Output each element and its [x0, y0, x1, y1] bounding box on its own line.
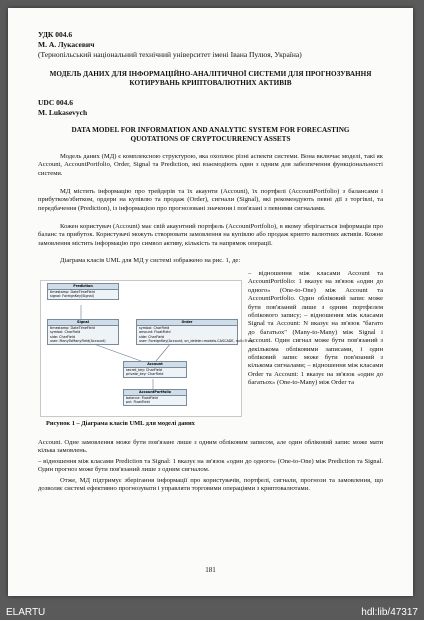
relations-column: – відношення між класами Account та AccountPortfolio: 1 вказує на зв'язок «один до одного» (One-to-One) між Account та AccountPortfolio. Один обліковий запис може бути пов'язаний лише з одним портфелем облікового запису; – відношення між класами Signal та Account: N вказує на зв'язок "багато до багатьох" (Many-to-Many) між Signal і Account. Один сигнал може бути пов'язаний з декількома обліковими записами, і один обліковий запис може бути пов'язаний з кількома сигналами; – відношення між класами Order та Account: 1 вказує на зв'язок «один до багатьох» (One-to-Many) між Order та [248, 270, 383, 387]
footer-handle-link[interactable]: hdl:lib/47317 [361, 607, 418, 618]
page-number: 181 [205, 566, 216, 574]
class-order: Order symbol: CharField amount: FloatField side: CharField user: ForeignKey(Account, on_delete=models.CASCADE, null=True) [136, 319, 238, 345]
title-en: DATA MODEL FOR INFORMATION AND ANALYTIC SYSTEM FOR FORECASTING QUOTATIONS OF CRYPTOCURRENCY ASSETS [71, 126, 350, 143]
class-prediction: Prediction timestamp: DateTimeField signal: ForeignKey(Signal) [47, 283, 119, 300]
affiliation-ua: (Тернопільський національний технічний університет імені Івана Пулюя, Україна) [38, 50, 302, 59]
conclusion-paragraph: Отже, МД підтримує зберігання інформації про користувачів, портфелі, сигнали, прогнози та замовлення, що дозволяє системі ефективно прогнозувати і управляти торговими операціями з криптовалютами. [38, 477, 383, 493]
author-en: M. Lukasevych [38, 108, 88, 117]
title-ua: МОДЕЛЬ ДАНИХ ДЛЯ ІНФОРМАЦІЙНО-АНАЛІТИЧНОЇ СИСТЕМИ ДЛЯ ПРОГНОЗУВАННЯ КОТИРУВАНЬ КРИПТОВАЛЮТНИХ АКТИВІВ [49, 70, 372, 87]
class-account-portfolio: AccountPortfolio balance: FloatField pnl: FloatField [123, 389, 187, 406]
document-page [8, 8, 413, 596]
udc-ua: УДК 004.6 [38, 30, 73, 39]
diagram-intro: Діаграма класів UML для МД у системі зображено на рис. 1, де: [60, 257, 241, 264]
author-ua: М. А. Лукасевич [38, 40, 95, 49]
uml-class-diagram [40, 280, 254, 417]
after-figure-1: Account. Одне замовлення може бути пов'язане лише з одним обліковим записом, але один обліковий запис може мати кілька замовлень. [38, 439, 383, 455]
paragraph-2: МД містить інформацію про трейдерів та їх акаунти (Account), їх портфелі (AccountPortfolio) з балансами і прибутком/збитком, ордери на купівлю та продаж (Order), сигнали (Signal), які рекомендують певні дії з торгівлі, та передбачення (Prediction), із інформацією про прогнозовані значення і пов'язані з певними сигналами. [38, 188, 383, 212]
udc-en: UDC 004.6 [38, 98, 73, 107]
class-account: Account secret_key: CharField private_key: CharField [123, 361, 187, 378]
figure-caption: Рисунок 1 – Діаграма класів UML для моделі даних [46, 420, 195, 427]
footer-repository-label: ELARTU [6, 607, 46, 618]
class-signal: Signal timestamp: DateTimeField symbol: CharField side: CharField user: ManyToManyField(Account) [47, 319, 119, 345]
after-figure-2: – відношення між класами Prediction та Signal: 1 вказує на зв'язок «один до одного» (One-to-One) між Prediction та Signal. Один прогноз може бути пов'язаний лише з одним сигналом. [38, 458, 383, 474]
paragraph-1: Модель даних (МД) є комплексною структурою, яка охоплює різні аспекти системи. Вона включає моделі, такі як Account, AccountPortfolio, Order, Signal та Prediction, які взаємодіють один з одним для забезпечення функціональності системи. [38, 153, 383, 177]
paragraph-3: Кожен користувач (Account) має свій акаунтний портфель (AccountPortfolio), в якому зберігається інформація про баланс та прибуток. Користувачі можуть створювати замовлення на купівлю або продаж крипто валютних активів. Кожне замовлення містить інформацію про символ активу, кількість та напрямок операції. [38, 223, 383, 247]
